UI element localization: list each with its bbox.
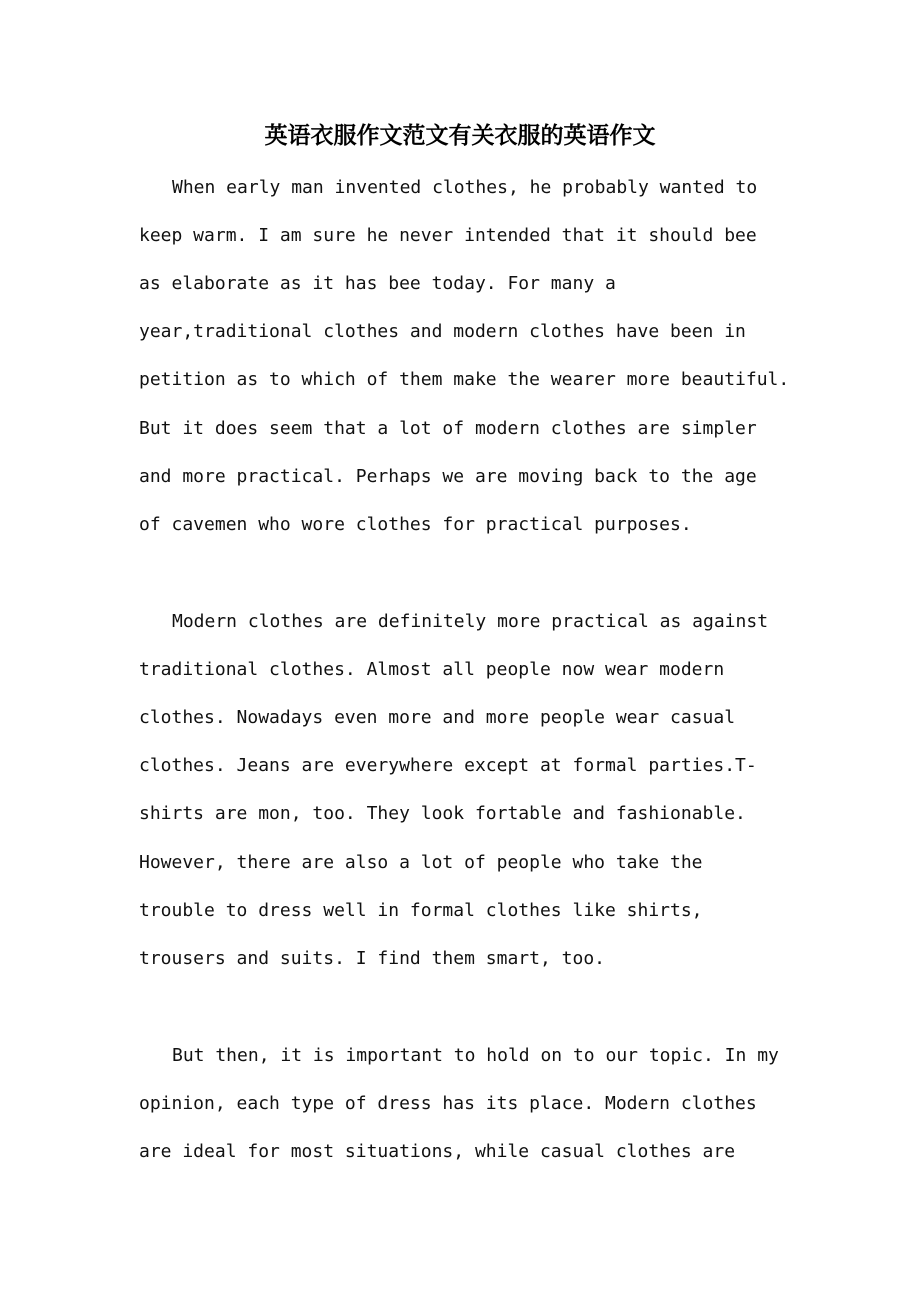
paragraph-2-line-2: traditional clothes. Almost all people now wear modern <box>139 659 725 680</box>
document-title: 英语衣服作文范文有关衣服的英语作文 <box>264 122 656 149</box>
paragraph-3-line-1: But then, it is important to hold on to our topic. In my <box>172 1045 779 1066</box>
paragraph-1-line-6: But it does seem that a lot of modern clothes are simpler <box>139 418 757 439</box>
paragraph-1-line-2: keep warm. I am sure he never intended that it should bee <box>139 225 757 246</box>
paragraph-3-line-2: opinion, each type of dress has its place. Modern clothes <box>139 1093 757 1114</box>
paragraph-1-line-8: of cavemen who wore clothes for practical purposes. <box>139 514 692 535</box>
paragraph-1-line-5: petition as to which of them make the wearer more beautiful. <box>139 369 790 390</box>
paragraph-2-line-8: trousers and suits. I find them smart, too. <box>139 948 605 969</box>
paragraph-3-line-3: are ideal for most situations, while casual clothes are <box>139 1141 736 1162</box>
paragraph-2-line-5: shirts are mon, too. They look fortable and fashionable. <box>139 803 746 824</box>
paragraph-2-line-1: Modern clothes are definitely more practical as against <box>172 611 769 632</box>
paragraph-2-line-7: trouble to dress well in formal clothes like shirts, <box>139 900 703 921</box>
paragraph-2-line-6: However, there are also a lot of people who take the <box>139 852 703 873</box>
paragraph-2-line-3: clothes. Nowadays even more and more people wear casual <box>139 707 736 728</box>
paragraph-2-line-4: clothes. Jeans are everywhere except at formal parties.T- <box>139 755 757 776</box>
paragraph-1-line-4: year,traditional clothes and modern clothes have been in <box>139 321 746 342</box>
paragraph-1-line-3: as elaborate as it has bee today. For many a <box>139 273 616 294</box>
paragraph-1-line-1: When early man invented clothes, he probably wanted to <box>172 177 758 198</box>
paragraph-1-line-7: and more practical. Perhaps we are moving back to the age <box>139 466 757 487</box>
